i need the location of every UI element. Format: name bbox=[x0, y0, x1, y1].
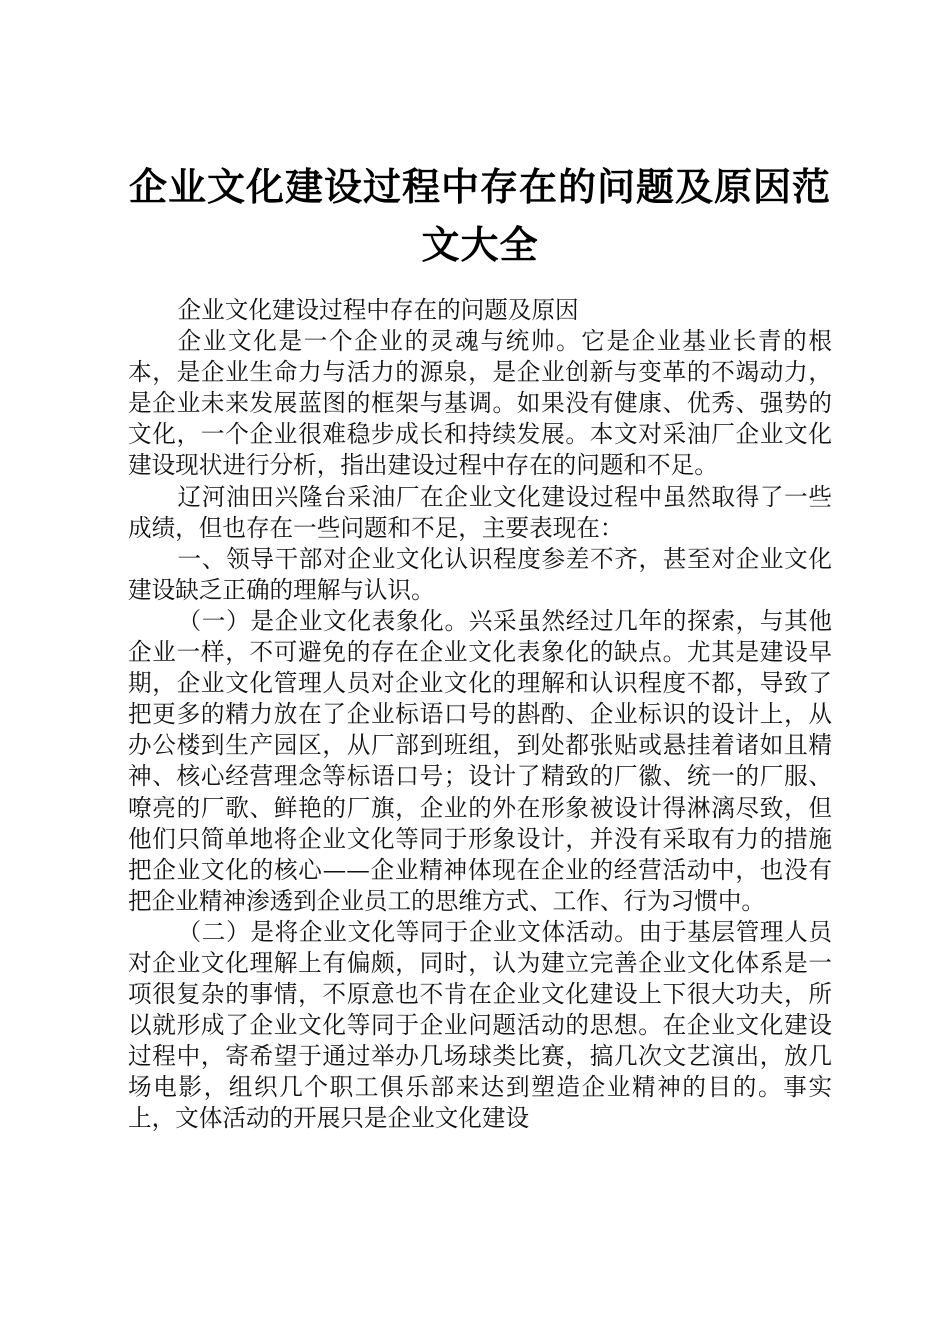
paragraph-overview: 辽河油田兴隆台采油厂在企业文化建设过程中虽然取得了一些成绩，但也存在一些问题和不足，主要表现在： bbox=[128, 482, 832, 542]
document-title: 企业文化建设过程中存在的问题及原因范文大全 bbox=[128, 164, 831, 267]
paragraph-point-two: （二）是将企业文化等同于企业文体活动。由于基层管理人员对企业文化理解上有偏颇，同时，认为建立完善企业文化体系是一项很复杂的事情，不原意也不肯在企业文化建设上下很大功夫，所以就形成了企业文化等同于企业问题活动的思想。在企业文化建设过程中，寄希望于通过举办几场球类比赛，搞几次文艺演出，放几场电影，组织几个职工俱乐部来达到塑造企业精神的目的。事实上，文体活动的开展只是企业文化建设 bbox=[128, 917, 832, 1133]
paragraph-point-one: （一）是企业文化表象化。兴采虽然经过几年的探索，与其他企业一样，不可避免的存在企业文化表象化的缺点。尤其是建设早期，企业文化管理人员对企业文化的理解和认识程度不都，导致了把更多的精力放在了企业标语口号的斟酌、企业标识的设计上，从办公楼到生产园区，从厂部到班组，到处都张贴或悬挂着诸如且精神、核心经营理念等标语口号；设计了精致的厂徽、统一的厂服、嘹亮的厂歌、鲜艳的厂旗，企业的外在形象被设计得淋漓尽致，但他们只简单地将企业文化等同于形象设计，并没有采取有力的措施把企业文化的核心——企业精神体现在企业的经营活动中，也没有把企业精神渗透到企业员工的思维方式、工作、行为习惯中。 bbox=[128, 606, 832, 915]
paragraph-intro: 企业文化是一个企业的灵魂与统帅。它是企业基业长青的根本，是企业生命力与活力的源泉，是企业创新与变革的不竭动力，是企业未来发展蓝图的框架与基调。如果没有健康、优秀、强势的文化，一个企业很难稳步成长和持续发展。本文对采油厂企业文化建设现状进行分析，指出建设过程中存在的问题和不足。 bbox=[128, 327, 832, 480]
document-subtitle: 企业文化建设过程中存在的问题及原因 bbox=[177, 296, 579, 324]
document-body bbox=[128, 295, 832, 1135]
paragraph-section-one: 一、领导干部对企业文化认识程度参差不齐，甚至对企业文化建设缺乏正确的理解与认识。 bbox=[128, 544, 832, 604]
